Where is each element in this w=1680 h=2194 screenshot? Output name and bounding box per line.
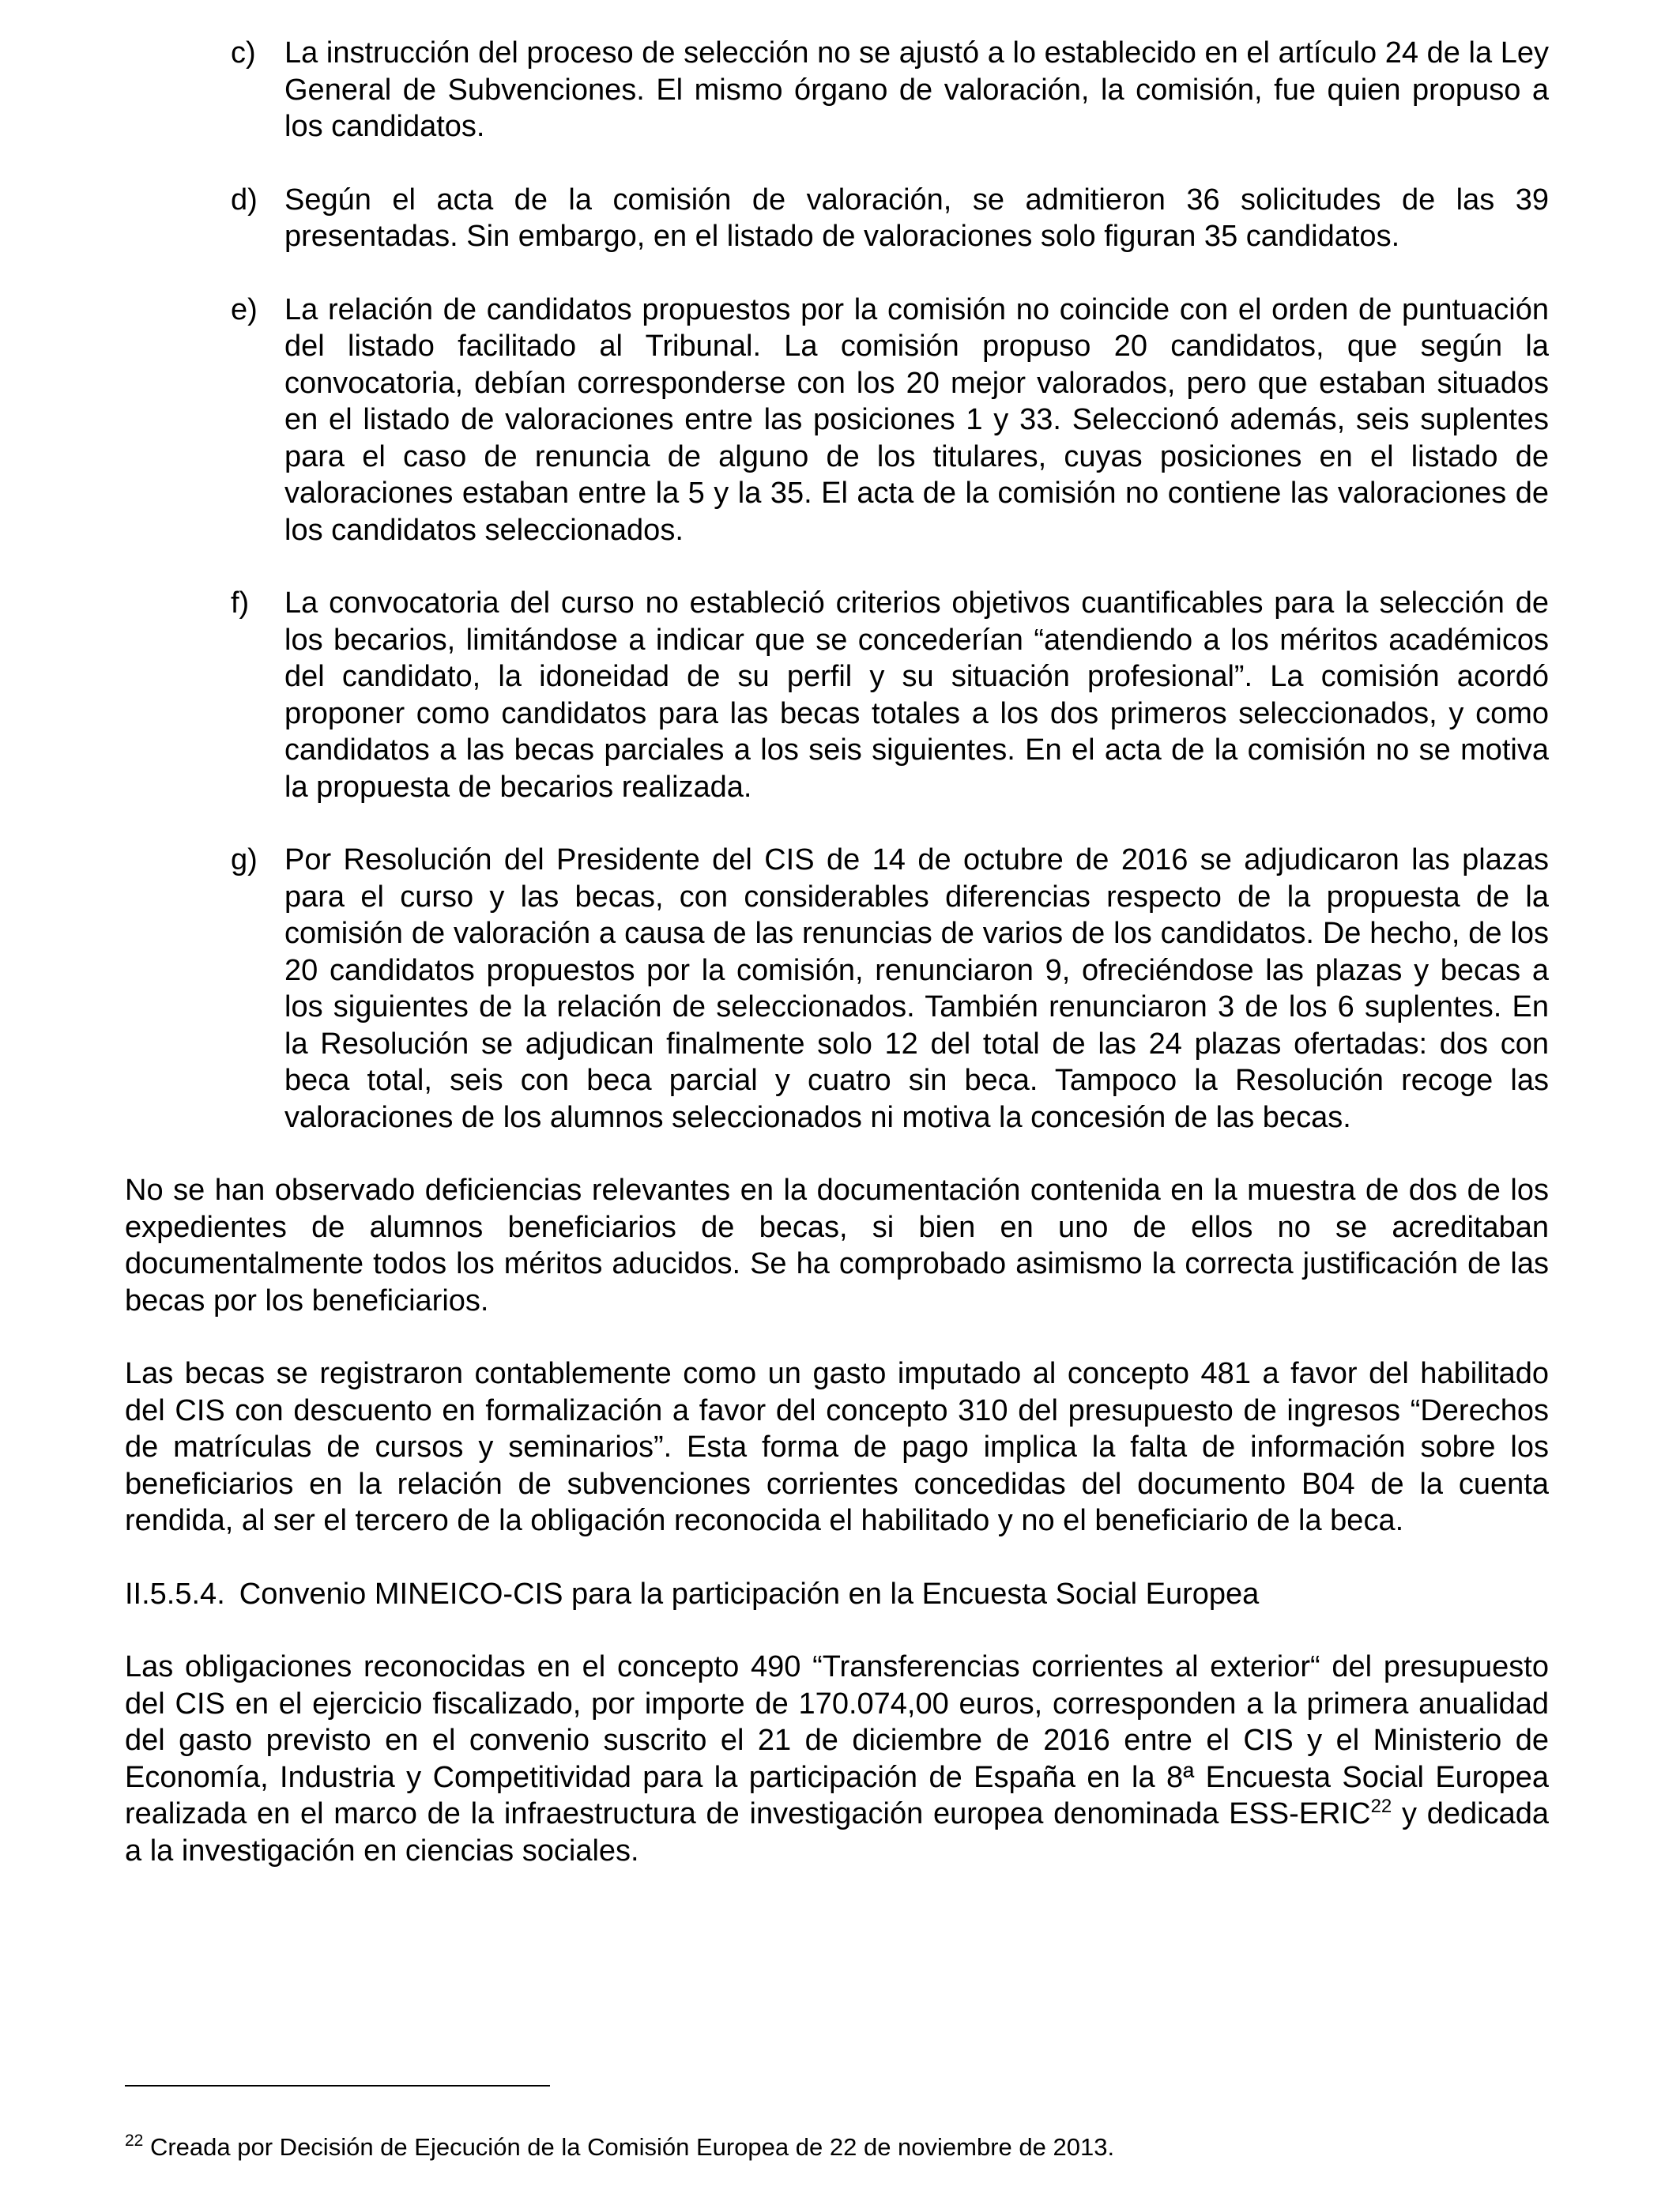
section-number: II.5.5.4. xyxy=(125,1577,225,1611)
section-title: Convenio MINEICO-CIS para la participación en la Encuesta Social Europea xyxy=(239,1577,1260,1611)
list-item-text: Según el acta de la comisión de valoración, se admitieron 36 solicitudes de las 39 presentadas. Sin embargo, en el listado de valoraciones solo figuran 35 candidatos. xyxy=(284,183,1549,253)
list-item-d xyxy=(125,182,1549,255)
paragraph-registro-becas: Las becas se registraron contablemente como un gasto imputado al concepto 481 a favor del habilitado del CIS con descuento en formalización a favor del concepto 310 del presupuesto de ingresos “Derechos de matrículas de cursos y seminarios”. Esta forma de pago implica la falta de información sobre los beneficiarios en la relación de subvenciones corrientes concedidas del documento B04 de la cuenta rendida, al ser el tercero de la obligación reconocida el habilitado y no el beneficiario de la beca. xyxy=(125,1357,1549,1537)
paragraph-text: Las obligaciones reconocidas en el concepto 490 “Transferencias corrientes al exterior“ del presupuesto del CIS en el ejercicio fiscalizado, por importe de 170.074,00 euros, corresponden a la primera anualidad del gasto previsto en el convenio suscrito el 21 de diciembre de 2016 entre el CIS y el Ministerio de Economía, Industria y Competitividad para la participación de España en la 8ª Encuesta Social Europea realizada en el marco de la infraestructura de investigación europea denominada ESS-ERIC xyxy=(125,1650,1549,1830)
list-marker: g) xyxy=(231,843,258,876)
footnote-text: Creada por Decisión de Ejecución de la Comisión Europea de 22 de noviembre de 2013. xyxy=(143,2133,1115,2161)
footnote xyxy=(125,2132,1114,2162)
list-item-c xyxy=(125,35,1549,145)
section-heading xyxy=(125,1576,1549,1613)
list-item-text: La instrucción del proceso de selección no se ajustó a lo establecido en el artículo 24 de la Ley General de Subvenciones. El mismo órgano de valoración, la comisión, fue quien propuso a los candidatos. xyxy=(284,36,1549,143)
list-item-text: Por Resolución del Presidente del CIS de 14 de octubre de 2016 se adjudicaron las plazas para el curso y las becas, con considerables diferencias respecto de la propuesta de la comisión de valoración a causa de las renuncias de varios de los candidatos. De hecho, de los 20 candidatos propuestos por la comisión, renunciaron 9, ofreciéndose las plazas y becas a los siguientes de la relación de seleccionados. También renunciaron 3 de los 6 suplentes. En la Resolución se adjudican finalmente solo 12 del total de las 24 plazas ofertadas: dos con beca total, seis con beca parcial y cuatro sin beca. Tampoco la Resolución recoge las valoraciones de los alumnos seleccionados ni motiva la concesión de las becas. xyxy=(284,843,1549,1134)
list-marker: c) xyxy=(231,36,256,70)
list-item-g xyxy=(125,842,1549,1136)
paragraph-text-continued: y dedicada a la investigación en ciencias sociales. xyxy=(125,1797,1549,1868)
list-item-text: La convocatoria del curso no estableció criterios objetivos cuantificables para la selección de los becarios, limitándose a indicar que se concederían “atendiendo a los méritos académicos del candidato, la idoneidad de su perfil y su situación profesional”. La comisión acordó proponer como candidatos para las becas totales a los dos primeros seleccionados, y como candidatos a las becas parciales a los seis siguientes. En el acta de la comisión no se motiva la propuesta de becarios realizada. xyxy=(284,586,1549,804)
list-item-f xyxy=(125,585,1549,805)
paragraph-obligaciones xyxy=(125,1649,1549,1869)
footnote-number: 22 xyxy=(125,2132,144,2150)
footnote-reference[interactable]: 22 xyxy=(1370,1796,1392,1817)
list-marker: f) xyxy=(231,586,250,620)
list-marker: d) xyxy=(231,183,258,217)
list-item-e xyxy=(125,292,1549,549)
document-page xyxy=(125,35,1549,1906)
footnote-separator xyxy=(125,2085,550,2087)
paragraph-deficiencias: No se han observado deficiencias relevantes en la documentación contenida en la muestra de dos de los expedientes de alumnos beneficiarios de becas, si bien en uno de ellos no se acreditaban documentalmente todos los méritos aducidos. Se ha comprobado asimismo la correcta justificación de las becas por los beneficiarios. xyxy=(125,1174,1549,1318)
list-marker: e) xyxy=(231,292,258,326)
list-item-text: La relación de candidatos propuestos por la comisión no coincide con el orden de puntuación del listado facilitado al Tribunal. La comisión propuso 20 candidatos, que según la convocatoria, debían corresponderse con los 20 mejor valorados, pero que estaban situados en el listado de valoraciones entre las posiciones 1 y 33. Seleccionó además, seis suplentes para el caso de renuncia de alguno de los titulares, cuyas posiciones en el listado de valoraciones estaban entre la 5 y la 35. El acta de la comisión no contiene las valoraciones de los candidatos seleccionados. xyxy=(284,292,1549,547)
